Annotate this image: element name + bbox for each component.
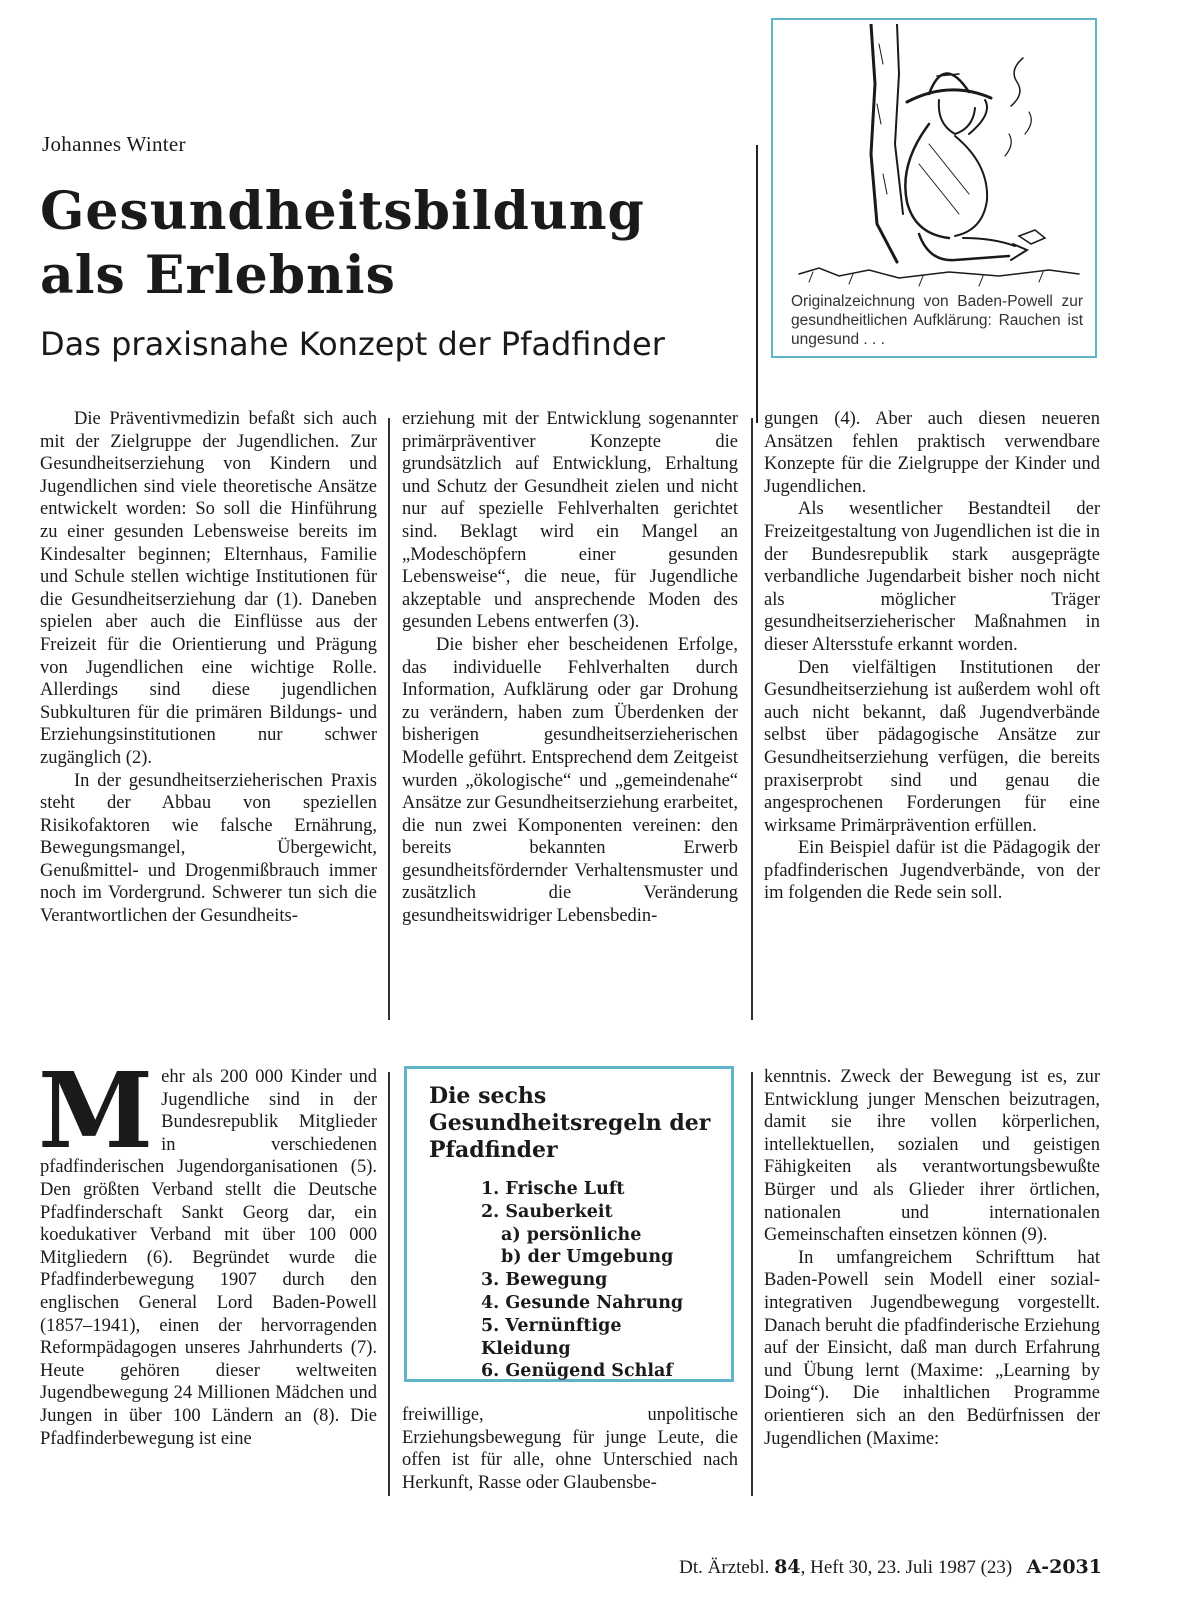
column-rule [751, 1072, 753, 1496]
article-subtitle: Das praxisnahe Konzept der Pfadfinder [40, 325, 665, 363]
intro-col3-para-4: Ein Beispiel dafür ist die Pädagogik der pfadfinderischen Jugendverbände, von der im folgenden die Rede sein soll. [764, 838, 1100, 904]
intro-col3-para-3: Den vielfältigen Institutionen der Gesundheitserziehung ist außerdem wohl oft auch nicht bekannt, daß Jugendverbände selbst über pädagogische Ansätze zur Gesundheitserziehung verfügen, die bereits praxiserprobt sind und genau die angesprochenen Forderungen für eine wirksame Primärprävention erfüllen. [764, 657, 1100, 836]
body-col3-para-2: In umfangreichem Schrifttum hat Baden-Powell sein Modell einer sozial-integrativen Jugendbewegung vorgestellt. Danach beruht die pfadfinderische Erziehung auf der Einsicht, daß man durch Erfahrung und Übung lernt (Maxime: „Learning by Doing“). Die inhaltlichen Programme orientieren sich an den Bedürfnissen der Jugendlichen (Maxime: [764, 1247, 1100, 1449]
health-rules-box [404, 1066, 734, 1382]
page-number: A-2031 [1026, 1556, 1102, 1578]
intro-column-1 [40, 408, 377, 928]
journal-issue: , Heft 30, 23. Juli 1987 (23) [800, 1557, 1013, 1578]
body-col3-para-1: kenntnis. Zweck der Bewegung ist es, zur Entwicklung junger Menschen beizutragen, damit sie ihre vollen körperlichen, intellektuellen, sozialen und geistigen Fähigkeiten als verantwortungsbewußte Bürger und als Glieder ihrer örtlichen, nationalen und internationalen Gemeinschaften einsetzen können (9). [764, 1067, 1100, 1246]
body-column-1 [38, 1049, 377, 1450]
list-item: a) persönliche [501, 1224, 642, 1245]
column-rule [388, 418, 390, 1020]
list-item: 5. Vernünftige Kleidung [481, 1315, 622, 1359]
header-divider [756, 145, 758, 423]
illustration-caption: Originalzeichnung von Baden-Powell zur gesundheitlichen Aufklärung: Rauchen ist ungesund . . . [791, 293, 1083, 348]
journal-volume: 84 [774, 1556, 801, 1578]
author-name: Johannes Winter [42, 132, 186, 156]
list-item: 3. Bewegung [481, 1270, 608, 1291]
intro-col1-para-2: In der gesundheitserzieherischen Praxis steht der Abbau von speziellen Risikofaktoren wie falsche Ernährung, Bewegungsmangel, Übergewicht, Genußmittel- und Drogenmißbrauch immer noch im Vordergrund. Schwerer tun sich die Verantwortlichen der Gesundheits- [40, 770, 377, 927]
body-column-2 [402, 1404, 738, 1494]
health-rules-list [481, 1178, 713, 1383]
intro-col3-para-2: Als wesentlicher Bestandteil der Freizeitgestaltung von Jugendlichen ist die in der Bundesrepublik stark ausgeprägte verbandliche Jugendarbeit bisher noch nicht als möglicher Träger gesundheitserzieherischer Maßnahmen in dieser Altersstufe erkannt worden. [764, 499, 1100, 655]
health-rules-title: Die sechs Gesundheitsregeln der Pfadfinder [429, 1083, 711, 1163]
illustration-box [771, 18, 1097, 358]
page-footer [612, 1556, 1102, 1579]
list-item: 4. Gesunde Nahrung [481, 1292, 684, 1313]
list-item: 2. Sauberkeit [481, 1201, 613, 1222]
body-col1-para-1 [38, 1049, 377, 1450]
column-rule [388, 1072, 390, 1496]
body-col1-text: ehr als 200 000 Kinder und Jugendliche sind in der Bundesrepublik Mitglieder in verschiedenen pfadfinderischen Jugendorganisationen (5). Den größten Verband stellt die Deutsche Pfadfinderschaft Sankt Georg dar, ein koedukativer Verband mit über 100 000 Mitgliedern (6). Begründet wurde die Pfadfinderbewegung 1907 durch den englischen General Lord Baden-Powell (1857–1941), einen der hervorragenden Reformpädagogen unseres Jahrhunderts (7). Heute gehören dieser weltweiten Jugendbewegung 24 Millionen Mädchen und Jungen in über 100 Ländern an (8). Die Pfadfinderbewegung ist eine [40, 1067, 377, 1449]
column-rule [751, 418, 753, 1020]
title-line-1: Gesundheitsbildung [40, 181, 645, 242]
body-column-3 [764, 1066, 1100, 1450]
list-item: b) der Umgebung [501, 1247, 674, 1268]
intro-col3-para-1: gungen (4). Aber auch diesen neueren Ansätzen fehlen praktisch verwendbare Konzepte für die Zielgruppe der Kinder und Jugendlichen. [764, 409, 1100, 497]
list-item: 1. Frische Luft [481, 1179, 625, 1199]
list-item: 6. Genügend Schlaf [481, 1361, 673, 1382]
journal-name: Dt. Ärztebl. [679, 1557, 770, 1578]
scout-smoking-drawing-icon [779, 24, 1089, 296]
intro-col1-para-1: Die Präventivmedizin befaßt sich auch mit der Zielgruppe der Jugendlichen. Zur Gesundheitserziehung von Kindern und Jugendlichen sind viele theoretische Ansätze entwickelt worden: So soll die Hinführung zu einer gesunden Lebensweise bereits im Kindesalter beginnen; Elternhaus, Familie und Schule stellen wichtige Institutionen für die Gesundheitserziehung dar (1). Daneben spielen aber auch die Einflüsse aus der Freizeit für die Orientierung und Prägung von Jugendlichen eine wichtige Rolle. Allerdings sind diese jugendlichen Subkulturen für die primären Bildungs- und Erziehungsinstitutionen nur schwer zugänglich (2). [40, 409, 377, 768]
intro-column-2 [402, 408, 738, 928]
intro-col2-para-1: erziehung mit der Entwicklung sogenannter primärpräventiver Konzepte die grundsätzlich auf Entwicklung, Erhaltung und Schutz der Gesundheit zielen und nicht nur auf spezielle Fehlverhalten gerichtet sind. Beklagt wird ein Mangel an „Modeschöpfern einer gesunden Lebensweise“, die neue, für Jugendliche akzeptable und ansprechende Moden des gesunden Lebens entwerfen (3). [402, 409, 738, 633]
body-col2-para-1: freiwillige, unpolitische Erziehungsbewegung für junge Leute, die offen ist für alle, ohne Unterschied nach Herkunft, Rasse oder Glaubensbe- [402, 1405, 738, 1493]
intro-column-3 [764, 408, 1100, 905]
drop-cap: M [38, 1049, 154, 1172]
intro-col2-para-2: Die bisher eher bescheidenen Erfolge, das individuelle Fehlverhalten durch Information, Aufklärung oder gar Drohung zu verändern, haben zum Überdenken der bisherigen gesundheitserzieherischen Modelle geführt. Entsprechend dem Zeitgeist wurden „ökologische“ und „gemeindenahe“ Ansätze zur Gesundheitserziehung erarbeitet, die nun zwei Komponenten vereinen: den bereits bekannten Erwerb gesundheitsfördernder Verhaltensmuster und zusätzlich die Veränderung gesundheitswidriger Lebensbedin- [402, 634, 738, 927]
title-line-2: als Erlebnis [40, 245, 396, 306]
article-title [40, 180, 740, 308]
